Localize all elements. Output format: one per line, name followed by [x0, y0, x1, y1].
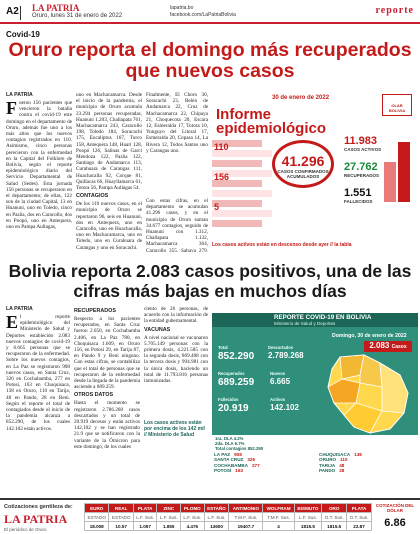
sedes-logo: OLAR BOLIVIA [382, 94, 412, 116]
recovered-value: 689.259 [218, 377, 255, 388]
department-name: PANDO [319, 468, 336, 474]
recovered-today-number: 156 [214, 172, 230, 182]
total-cases-label: CASOS CONFIRMADOS ACUMULADOS [277, 169, 329, 179]
department-total: 908 [234, 452, 242, 457]
deaths-label: Fallecidos [218, 397, 239, 402]
page-header [0, 0, 420, 28]
commodity-name: REAL [109, 504, 133, 513]
article2-col3-text: ciento de 26 personas, de acuerdo con la información de la entidad gubernamental. [144, 306, 208, 325]
deaths-label: FALLECIDOS [344, 199, 373, 204]
commodity-unit-row [85, 513, 372, 522]
issue-date: Oruro, lunes 31 de enero de 2022 [32, 13, 123, 19]
article1-col3b [146, 198, 208, 252]
commodity-unit: L.F. Sus. [204, 513, 229, 522]
new-cases-box [364, 341, 412, 352]
recovered-label: Recuperados [218, 371, 245, 376]
footer-quotes [0, 498, 420, 534]
deaths-today-number: 5 [214, 202, 220, 212]
trend-bar [384, 162, 396, 202]
quotes-label: Cotizaciones gentileza de: [4, 504, 73, 510]
article2-sub-recuperados: RECUPERADOS [74, 308, 116, 314]
commodity-name: PLATA [133, 504, 157, 513]
article2-col1 [6, 306, 70, 492]
new-recovered-label: Nuevos [270, 371, 286, 376]
total-value: 852.290 [218, 351, 255, 362]
department-row [319, 468, 418, 473]
infographic1-caption: Los casos activos están en descenso desde ayer // la tabla [212, 242, 352, 248]
deaths-value: 1.551 [344, 187, 372, 199]
active-value: 142.102 [270, 403, 299, 412]
department-name: TARIJA [319, 462, 336, 468]
commodity-value: 4 [263, 522, 294, 531]
commodity-unit: ESTADO [109, 513, 133, 522]
footer-brand [4, 504, 80, 532]
commodity-name: EURO [85, 504, 109, 513]
active-stat [344, 136, 381, 152]
article2-headline: Bolivia reporta 2.083 casos positivos, una de las cifras más bajas en muchos días [8, 261, 412, 301]
commodity-table [84, 503, 372, 531]
descartados-label: Descartados [268, 345, 294, 350]
article1-col3-text: Finalmente, El Choro 30, Soracachi 23, Belén de Andamarca 22, Cruz de Machacamarca 22, Chipaya 21, Choquecota 20, Escara 12, Esmeralda 17, Totora 10, Yunguyo del Litoral 17, Esmeralda 20, Copasa 14, La Rivera 12, Todos Santos uno y Carangas uno. [146, 92, 208, 154]
infographic1-title [216, 108, 326, 136]
commodity-name: BISMUTO [294, 504, 322, 513]
department-total: 28 [339, 468, 345, 474]
commodity-name: ESTAÑO [204, 504, 229, 513]
commodity-header-row [85, 504, 372, 513]
deaths-value: 20.919 [218, 403, 249, 414]
map-region-santa-cruz [380, 363, 408, 413]
departments-list [214, 452, 418, 496]
total-label: Total [218, 345, 228, 350]
article2-col3 [144, 306, 208, 418]
infographic1-title-line2: epidemiológico [216, 120, 327, 137]
infographic1-title-line1: Informe [216, 106, 272, 123]
newspaper-name: LA PATRIA [32, 3, 80, 13]
department-total: 138 [354, 452, 362, 457]
commodity-value: 1.057 [133, 522, 157, 531]
department-name: CHUQUISACA [319, 452, 351, 457]
article2-col2-text: Respecto a los pacientes recuperados, en Santa Cruz fueron 2.050, en Cochabamba 2.406, en La Paz 780, en Chuquisaca 1.609, en Oruro 156, en Potosí 29, en Tarija 87, en Pando 9 y Beni ninguno. Con estas cifras, se contabiliza que el total de personas que se recuperaron de la enfermedad desde la llegada de la pandemia asciende a 689.259. [74, 316, 140, 391]
recovered-value: 27.762 [344, 161, 378, 173]
department-total: 326 [247, 457, 256, 463]
deaths-stat [344, 188, 373, 204]
new-recovered-value: 6.665 [270, 377, 291, 386]
dollar-rate [372, 503, 418, 534]
commodity-unit: O.T. Sus. [347, 513, 372, 522]
active-value: 11.983 [344, 135, 378, 147]
article1-col2 [76, 92, 142, 252]
active-label: CASOS ACTIVOS [344, 147, 382, 152]
commodity-unit: ESTADO [85, 513, 109, 522]
new-cases-number: 110 [214, 142, 229, 152]
commodity-name: WOLFRAM [263, 504, 294, 513]
table-stripe [212, 200, 262, 207]
article1-headline: Oruro reporta el domingo más recuperados que nuevos casos [8, 39, 412, 82]
article1-dropcap: F [6, 98, 17, 118]
commodity-unit: T.M.F. Sus. [263, 513, 294, 522]
vaccine-stat-2: 2da. DLA 6.7% [215, 441, 245, 446]
rubric: Covid-19 [6, 30, 40, 39]
infographic2-title: REPORTE COVID-19 EN BOLIVIA [274, 314, 372, 321]
table-stripe [212, 220, 262, 227]
infographic2-subtitle: Ministerio de Salud y Deportes [274, 321, 336, 326]
facebook-link[interactable]: facebook.com/LaPatriaBolivia [170, 12, 236, 18]
section-name: reporte [375, 5, 414, 16]
commodity-unit: T.M.F. Sus. [229, 513, 263, 522]
commodity-unit: L.F. Sus. [294, 513, 322, 522]
vaccine-stat-1: 1ra. DLA 4.2% [215, 436, 244, 441]
article2-sub-vacunas: VACUNAS [144, 326, 171, 333]
department-total: 48 [339, 462, 345, 468]
article2-kicker: LA PATRIA [6, 306, 33, 312]
commodity-unit: L.F. Sus. [181, 513, 205, 522]
article1-col1 [6, 92, 72, 252]
commodity-value: 19407.7 [229, 522, 263, 531]
new-cases-label: Casos [391, 344, 407, 350]
page-number: A2 [6, 6, 19, 17]
commodity-value: 18.008 [85, 522, 109, 531]
department-name: ORURO [319, 457, 337, 463]
website-link[interactable]: lapatria.bo [170, 5, 194, 11]
commodity-unit: O.T. Sus. [322, 513, 347, 522]
recovered-stat [344, 162, 379, 178]
header-rule [0, 22, 420, 24]
commodity-value: 22.87 [347, 522, 372, 531]
department-total: 277 [251, 462, 260, 468]
commodity-name: ANTIMONIO [229, 504, 263, 513]
total-contagios: Total contagios 852.290 [215, 446, 264, 451]
descartados-value: 2.789.268 [268, 351, 304, 360]
article1-col1-text: ueron 156 pacientes que vencieron la batalla contra el covid-19 este domingo en el departamento de Oruro, además fue uno a los más altos que los nuevos contagios registrados en 110. Asimismo, cinco personas perecieron con la enfermedad en la Capital del Folklore de Bolivia, según el reporte epidemiológico diario del Servicio Departamental de Salud (Sedes). Esta jornada 156 personas se recuperaron en el departamento; de ellas, 122 son de la ciudad Capital, 13 en Huanuni, uno en Toledo, cinco en Pazña, dos en Caracollo, dos en Poopó, uno en Antequera, uno en Pampa Aullagas, [6, 100, 72, 231]
total-cases-value: 41.296 [281, 153, 325, 169]
commodity-name: PLOMO [181, 504, 205, 513]
active-label: Activos [270, 397, 286, 402]
article1-col2b-text: De los 110 nuevos casos, en el municipio de Oruro se reportaron 96, seis en Huanuni, dos en Antequera, uno en Caracollo, uno en Huachacalla, uno en Machacamarca, uno en Toledo, uno en Curahuara de Carangas y uno en Soracachi. [76, 201, 142, 251]
footer-logo: LA PATRIA [4, 512, 68, 526]
trend-bar [398, 142, 410, 202]
article2-sub-otros: OTROS DATOS [74, 392, 114, 399]
total-cases-bubble [272, 140, 334, 188]
department-row [214, 468, 313, 473]
article2-dropcap: E [6, 312, 19, 332]
department-name: POTOSÍ [214, 468, 232, 474]
bolivia-map [320, 353, 412, 435]
article2-col3b-text: A nivel nacional se vacunaron 5.705.149 personas con la primera dosis, 4.221.585 con la segunda dosis, 869.408 con la tercera dosis y 994.981 con la única dosis, haciendo un total de 11.793.816 personas inmunizadas. [144, 334, 208, 385]
commodity-value-row [85, 522, 372, 531]
department-name: SANTA CRUZ [214, 457, 244, 463]
department-name: COCHABAMBA [214, 462, 248, 468]
commodity-value: 13600 [204, 522, 229, 531]
table-stripe [212, 190, 272, 197]
article1-sub-contagios: CONTAGIOS [76, 193, 109, 200]
commodity-value: 1815.5 [294, 522, 322, 531]
infographic2-bottom [212, 435, 418, 451]
recovered-label: RECUPERADOS [344, 173, 380, 178]
dollar-rate-title: COTIZACIÓN DEL DÓLAR [375, 503, 415, 513]
department-total: 163 [235, 468, 243, 474]
commodity-name: ORO [322, 504, 347, 513]
article1-col2-text: uno en Machacamarca. Desde el inicio de la pandemia, el municipio de Oruro acumula 23.294 personas recuperadas, Huanuni 1.203, Challapata 761, Machacamarca 243, Caracollo 198, Toledo 184, Soracachi 175, Eucaliptus 167, Turco 158, Antequera 148, Huari 128, Poopó 126, Salinas de Garci Mendoza 122, Pazña 122, Santiago de Andamarca 113, Curahuara de Carangas 111, Huachacalla 92, Corque 81, Quillacas 66, Huayllamarca 61, Totora 56, Pampa Aullagas 54. [76, 92, 142, 192]
infographic1-date: 30 de enero de 2022 [272, 95, 330, 101]
commodity-value: 10.57 [109, 522, 133, 531]
commodity-unit: L.F. Sus. [133, 513, 157, 522]
footer-slogan: El periódico de Oruro [4, 527, 47, 532]
commodity-name: ZINC [157, 504, 181, 513]
commodity-name: PLATA [347, 504, 372, 513]
commodity-value: 1.855 [157, 522, 181, 531]
article2-col1-text: l reporte epidemiológico del Ministerio de Salud y Deportes establecido 2.083 nuevos contagios de covid-19 y 6.665 personas que se recuperaron de la enfermedad. Sobre los nuevos contagios, en La Paz se registraron 908 nuevos casos, en Santa Cruz, 326 en Cochabamba, 277 en Potosí, 163 en Chuquisaca, 138 en Oruro, 110 en Tarija, 48 en Pando, 28 en Beni. Según el reporte el total de contagiados desde el inicio de la pandemia alcanza a 852.290, de los cuales 142.102 están activos. [6, 314, 70, 432]
commodity-value: 4.476 [181, 522, 205, 531]
header-separator [20, 6, 21, 20]
article2-col2 [74, 306, 140, 492]
table-stripe [212, 160, 262, 167]
commodity-unit: L.F. Sus. [157, 513, 181, 522]
infographic2-date: Domingo, 30 de enero de 2022 [332, 333, 407, 339]
dollar-buy: 6.86 [384, 517, 406, 529]
department-total: 110 [340, 457, 348, 463]
article2-callout: Los casos activos están por encima de los 142 mil // Ministerio de Salud [144, 420, 205, 438]
bolivia-infographic [212, 313, 418, 451]
table-stripe [212, 210, 272, 217]
article2-col2b-text: Hasta el momento se registraron 2.786.268 casos descartados y un total de 20.919 decesos y están activos 142.102 y se han registrado 21.9 que se notificaron con la variante de la Ómicron para este domingo, de los cuales [74, 400, 140, 450]
oruro-infographic [212, 92, 416, 250]
article1-col3b-text: Con estas cifras, en el departamento se acumulan 41.296 casos, y en el municipio de Oruro suman 34.677 contagios, seguido de Huanuni con 1.312, Challapata 1.132, Machacamarca 364, Caracollo 355, Sabaya 279, [146, 198, 208, 252]
map-region-beni [360, 355, 382, 387]
new-cases-value: 2.083 [369, 341, 390, 350]
commodity-value: 1815.5 [322, 522, 347, 531]
department-name: LA PAZ [214, 452, 231, 457]
article1-kicker: LA PATRIA [6, 92, 33, 98]
